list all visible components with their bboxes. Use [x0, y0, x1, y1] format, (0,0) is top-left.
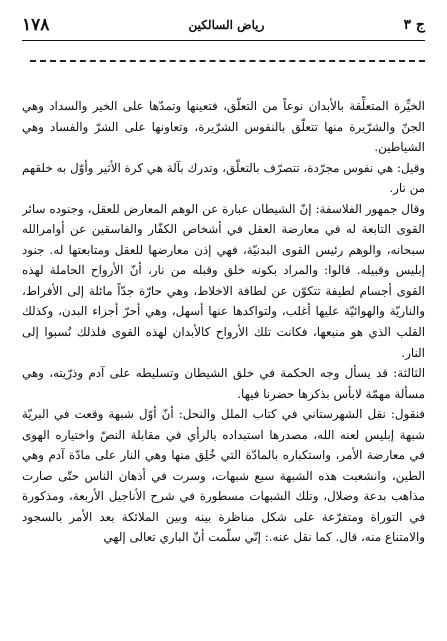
running-title: رياض السالكين	[188, 18, 265, 32]
page-body	[22, 96, 425, 636]
paragraph: فنقول: نقل الشهرستاني في كتاب الملل والنحل: أنّ أوّل شبهة وقعت في البريّة شبهة إبليس لعنه الله، مصدرها استبداده بالرأي في مقابلة النصّ واختياره الهوى في معارضة الأمر، واستكباره بالمادّة التي خُلِق منها وهي النار على مادّة آدم وهي الطين، وانشعبت هذه الشبهة سبع شبهات، وسرت في أذهان الناس حتّى صارت مذاهب بدعة وضلال، وتلك الشبهات مسطورة في شرح الأناجيل الأربعة، ومذكورة في التوراة ومتفرّعة على شكل مناظرة بينه وبين الملائكة بعد الأمر بالسجود والامتناع منه، قال. كما نقل عنه.: إنّي سلّمت أنّ الباري تعالى إلهي	[22, 407, 425, 545]
dashed-divider	[30, 60, 425, 62]
paragraph: وقيل: هي نفوس مجرّدة، تتصرّف بالتعلّق، وتدرك بآلة هي كرة الأثير وأوّل به خلقهم من نار.	[22, 160, 425, 196]
paragraph: وقال جمهور الفلاسفة: إنّ الشيطان عبارة عن الوهم المعارض للعقل، وجنوده سائر القوى التابعة له في معارضة العقل في أشخاص الكفّار والفاسقين عن أوامرالله سبحانه، والوهم رئيس القوى البدنيّة، فهي إذن معارضها للعقل ومتابعتها له. جنود إبليس وقبيله. قالوا: والمراد بكونه خلق وقبله من نار، أنّ الأرواح الحاملة لهذه القوى أجسام لطيفة تتكوّن عن لطافة الاخلاط، وهي حارّة جدّاً مائلة إلى الأفراط، والناريّة والهوائيّة عليها أغلب، ولتواكدها عنها أسهل، وهي أحرّ أجزاء البدن، وكذلك القلب الذي هو منبعها، فكانت تلك الأرواح كالأبدان لهذه القوى فلذلك نُسبوا إلى النار.	[22, 201, 425, 360]
page-header	[22, 12, 425, 38]
paragraph: الخيِّرة المتعلِّقة بالأبدان نوعاً من التعلّق، فتعينها وتمدّها على الخير والسداد وهي الجنّ والشرّيرة منها تتعلّق بالنفوس الشرّيرة، وتعاونها على الشرّ والفساد وهي الشياطين.	[22, 99, 425, 155]
header-rule	[22, 40, 425, 41]
volume-label: ج ٣	[403, 17, 425, 33]
paragraph: الثالثة: قد يسأل وجه الحكمة في خلق الشيطان وتسليطه على آدم وذرّيته، وهي مسألة مهمّة لابأس بذكرها حضرنا فيها.	[22, 366, 425, 401]
page-number: ١٧٨	[22, 15, 50, 35]
